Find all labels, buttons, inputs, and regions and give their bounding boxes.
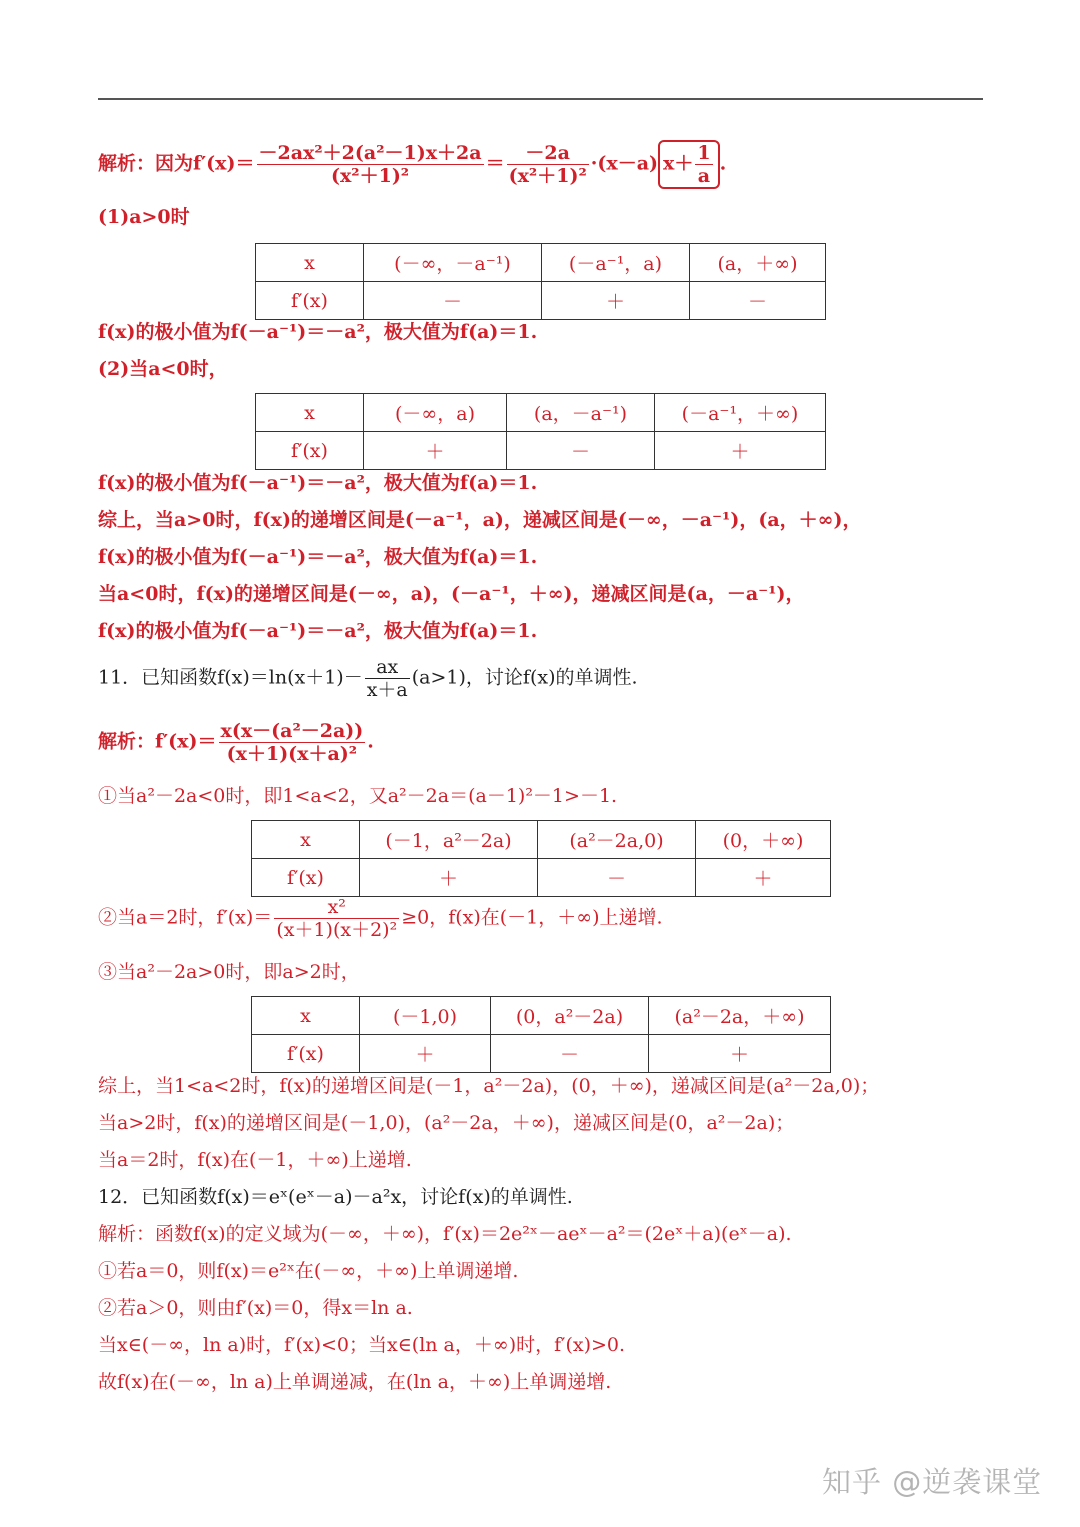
bracket: x＋ $\frac{1}{a}$ [658,140,720,189]
fraction: $\frac{-2a}{\text{(x²＋1)²}}$ [508,142,587,187]
p10-case1: (1)a>0时 [98,206,190,228]
cell: (a，－a⁻¹) [507,394,655,432]
p10-summary4: f(x)的极小值为f(－a⁻¹)＝－a²，极大值为f(a)＝1. [98,620,538,642]
cell: (a²－2a,0) [538,821,696,859]
cell: (0，a²－2a) [491,997,649,1035]
cell: (－∞，－a⁻¹) [364,244,542,282]
cell: f′(x) [256,282,364,320]
fraction: $\frac{\text{x²}}{\text{(x＋1)(x＋2)²}}$ [276,896,398,941]
cell: － [364,282,542,320]
q11-table2 [251,996,831,1073]
cell: x [256,394,364,432]
table-row [252,859,831,897]
cell: ＋ [696,859,831,897]
cell: ＋ [542,282,690,320]
cell: x [252,997,360,1035]
cell: x [252,821,360,859]
table-row [252,821,831,859]
q12-sol3: ②若a＞0，则由f′(x)＝0，得x＝ln a. [98,1297,413,1319]
p10-table2 [255,393,826,470]
table-row [256,432,826,470]
q11-summary3: 当a＝2时，f(x)在(－1，＋∞)上递增. [98,1149,412,1171]
watermark: 知乎 @逆袭课堂 [822,1465,1043,1499]
cell: ＋ [655,432,826,470]
q11-statement: 11．已知函数f(x)＝ln(x＋1)－ $\frac{ax}{x+a}$ (a>1)，讨论f(x)的单调性. [98,656,638,701]
cell: － [507,432,655,470]
q11-summary1: 综上，当1<a<2时，f(x)的递增区间是(－1，a²－2a)，(0，＋∞)，递减区间是(a²－2a,0)； [98,1075,880,1097]
cell: f′(x) [256,432,364,470]
cell: x [256,244,364,282]
q11-derivative: 解析：f′(x)＝ $\frac{\text{x(x－(a²－2a))}}{\text{(x＋1)(x＋a)²}}$ . [98,720,374,765]
table-row [256,394,826,432]
cell: f′(x) [252,1035,360,1073]
q12-statement: 12．已知函数f(x)＝eˣ(eˣ－a)－a²x，讨论f(x)的单调性. [98,1186,573,1208]
cell: － [538,859,696,897]
cell: (－a⁻¹，a) [542,244,690,282]
cell: ＋ [649,1035,831,1073]
cell: ＋ [360,859,538,897]
cell: － [491,1035,649,1073]
fraction: $\frac{\text{x(x－(a²－2a))}}{\text{(x＋1)(x＋a)²}}$ [220,720,364,765]
p10-case2: (2)当a<0时， [98,358,228,380]
q12-sol1: 解析：函数f(x)的定义域为(－∞，＋∞)，f′(x)＝2e²ˣ－aeˣ－a²＝(2eˣ＋a)(eˣ－a). [98,1223,792,1245]
cell: (－1，a²－2a) [360,821,538,859]
q11-table1 [251,820,831,897]
p10-summary1: 综上，当a>0时，f(x)的递增区间是(－a⁻¹，a)，递减区间是(－∞，－a⁻¹)，(a，＋∞)， [98,509,862,531]
q11-case1: ①当a²－2a<0时，即1<a<2，又a²－2a＝(a－1)²－1>－1. [98,785,618,807]
q12-sol4: 当x∈(－∞，ln a)时，f′(x)<0；当x∈(ln a，＋∞)时，f′(x)>0. [98,1334,626,1356]
p10-extrema1: f(x)的极小值为f(－a⁻¹)＝－a²，极大值为f(a)＝1. [98,321,538,343]
cell: (－∞，a) [364,394,507,432]
cell: ＋ [364,432,507,470]
p10-derivative-line: 解析：因为f′(x)＝ $\frac{\text{－2ax²＋2(a²－1)x＋2a}}{\text{(x²＋1)²}}$ ＝ $\frac{-2a}{\text{(x²＋1)²}}$ ·(x－a) x＋ $\frac{1}{a}$ . [98,142,727,187]
fraction: $\frac{ax}{x+a}$ [366,656,408,701]
cell: f′(x) [252,859,360,897]
cell: ＋ [360,1035,491,1073]
q11-summary2: 当a>2时，f(x)的递增区间是(－1,0)，(a²－2a，＋∞)，递减区间是(0，a²－2a)； [98,1112,795,1134]
cell: (a²－2a，＋∞) [649,997,831,1035]
q12-sol2: ①若a＝0，则f(x)＝e²ˣ在(－∞，＋∞)上单调递增. [98,1260,519,1282]
table-row [256,282,826,320]
table-row [252,1035,831,1073]
header-rule [98,98,983,100]
q11-case2: ②当a＝2时，f′(x)＝ $\frac{\text{x²}}{\text{(x＋1)(x＋2)²}}$ ≥0，f(x)在(－1，＋∞)上递增. [98,896,663,941]
p10-summary2: f(x)的极小值为f(－a⁻¹)＝－a²，极大值为f(a)＝1. [98,546,538,568]
p10-table1 [255,243,826,320]
cell: (a，＋∞) [690,244,826,282]
q12-sol5: 故f(x)在(－∞，ln a)上单调递减，在(ln a，＋∞)上单调递增. [98,1371,612,1393]
cell: (－1,0) [360,997,491,1035]
q11-case3: ③当a²－2a>0时，即a>2时， [98,961,360,983]
cell: (－a⁻¹，＋∞) [655,394,826,432]
table-row [256,244,826,282]
table-row [252,997,831,1035]
cell: (0，＋∞) [696,821,831,859]
fraction: $\frac{\text{－2ax²＋2(a²－1)x＋2a}}{\text{(x²＋1)²}}$ [258,142,482,187]
p10-summary3: 当a<0时，f(x)的递增区间是(－∞，a)，(－a⁻¹，＋∞)，递减区间是(a，－a⁻¹)， [98,583,805,605]
cell: － [690,282,826,320]
p10-extrema2: f(x)的极小值为f(－a⁻¹)＝－a²，极大值为f(a)＝1. [98,472,538,494]
